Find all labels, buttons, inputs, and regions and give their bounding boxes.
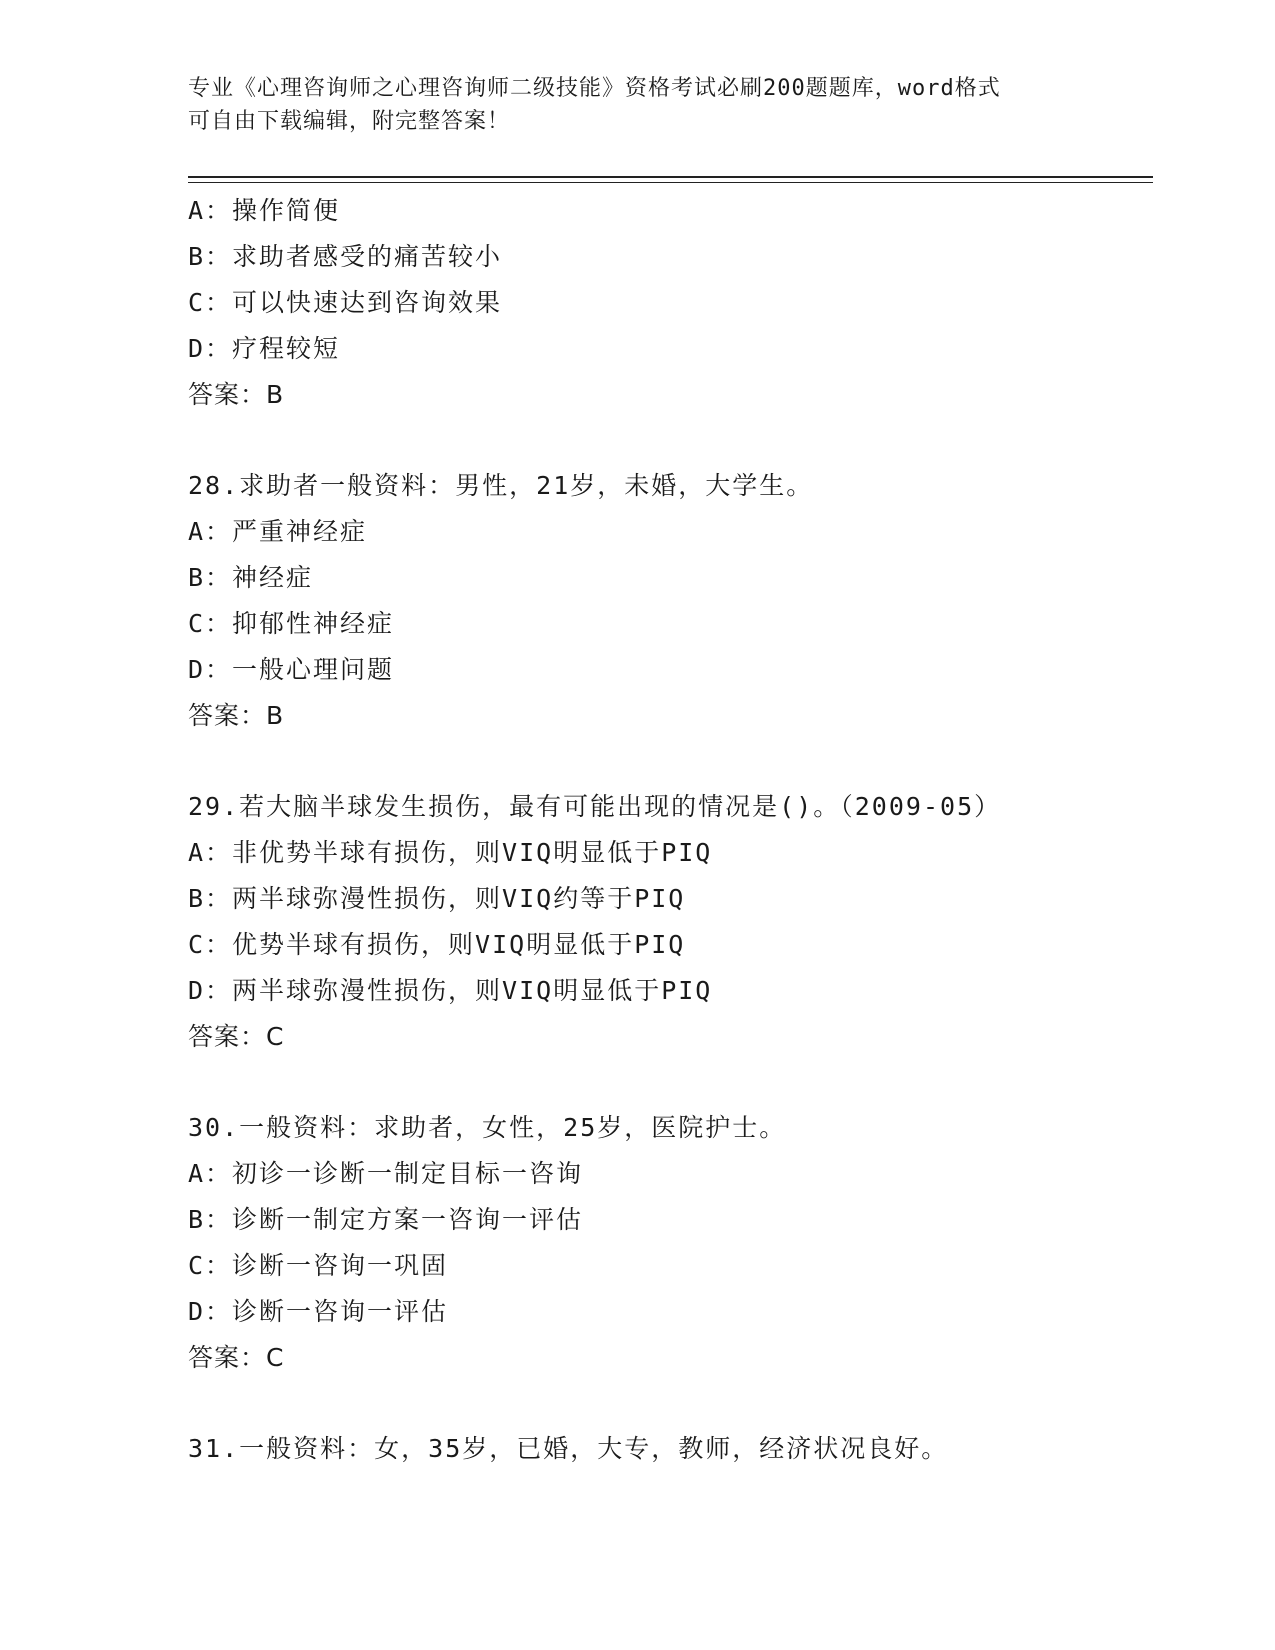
spacer	[188, 418, 1148, 463]
header-line-1: 专业《心理咨询师之心理咨询师二级技能》资格考试必刷200题题库，word格式	[188, 76, 1001, 101]
question-stem: 31.一般资料：女，35岁，已婚，大专，教师，经济状况良好。	[188, 1434, 949, 1463]
spacer	[188, 1060, 1148, 1105]
option-b: B：两半球弥漫性损伤，则VIQ约等于PIQ	[188, 884, 686, 913]
spacer	[188, 1381, 1148, 1426]
header-divider-thick	[188, 176, 1153, 178]
question-stem: 28.求助者一般资料：男性，21岁，未婚，大学生。	[188, 471, 814, 500]
answer-label: 答案：C	[188, 1343, 285, 1372]
option-c: C：优势半球有损伤，则VIQ明显低于PIQ	[188, 930, 686, 959]
option-a: A：初诊一诊断一制定目标一咨询	[188, 1159, 584, 1188]
option-c: C：抑郁性神经症	[188, 609, 395, 638]
option-d: D：疗程较短	[188, 334, 341, 363]
question-list	[188, 188, 1148, 1472]
question-stem: 29.若大脑半球发生损伤，最有可能出现的情况是()。（2009-05）	[188, 792, 1002, 821]
option-c: C：诊断一咨询一巩固	[188, 1251, 449, 1280]
option-c: C：可以快速达到咨询效果	[188, 288, 503, 317]
option-a: A：严重神经症	[188, 517, 368, 546]
question-27	[188, 188, 1148, 418]
option-b: B：诊断一制定方案一咨询一评估	[188, 1205, 584, 1234]
question-29	[188, 784, 1148, 1060]
question-31	[188, 1426, 1148, 1472]
answer-label: 答案：B	[188, 701, 285, 730]
question-30	[188, 1105, 1148, 1381]
answer-label: 答案：B	[188, 380, 285, 409]
option-d: D：一般心理问题	[188, 655, 395, 684]
question-28	[188, 463, 1148, 739]
option-a: A：非优势半球有损伤，则VIQ明显低于PIQ	[188, 838, 713, 867]
option-d: D：诊断一咨询一评估	[188, 1297, 449, 1326]
option-a: A：操作简便	[188, 196, 341, 225]
answer-label: 答案：C	[188, 1022, 285, 1051]
option-d: D：两半球弥漫性损伤，则VIQ明显低于PIQ	[188, 976, 713, 1005]
document-header	[188, 72, 1088, 138]
header-line-2: 可自由下载编辑，附完整答案！	[188, 109, 511, 134]
header-divider-thin	[188, 182, 1153, 183]
question-stem: 30.一般资料：求助者，女性，25岁，医院护士。	[188, 1113, 787, 1142]
spacer	[188, 739, 1148, 784]
option-b: B：求助者感受的痛苦较小	[188, 242, 503, 271]
option-b: B：神经症	[188, 563, 314, 592]
